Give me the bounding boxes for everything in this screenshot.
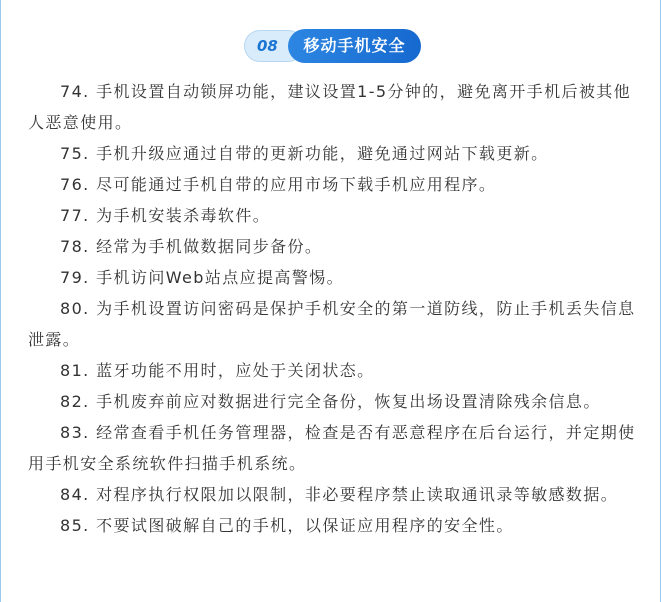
tip-item-85: 85. 不要试图破解自己的手机，以保证应用程序的安全性。 xyxy=(60,516,514,535)
tip-item-78: 78. 经常为手机做数据同步备份。 xyxy=(60,237,323,256)
tip-item-75: 75. 手机升级应通过自带的更新功能，避免通过网站下载更新。 xyxy=(60,144,549,163)
tip-item-77: 77. 为手机安装杀毒软件。 xyxy=(60,206,271,225)
left-border-line xyxy=(0,0,1,602)
section-header xyxy=(244,29,421,63)
tips-list xyxy=(28,76,638,541)
section-title-badge: 移动手机安全 xyxy=(288,29,421,63)
tip-item-80: 80. 为手机设置访问密码是保护手机安全的第一道防线，防止手机丢失信息泄露。 xyxy=(28,299,636,349)
section-number-badge: 08 xyxy=(244,30,304,62)
tip-item-79: 79. 手机访问Web站点应提高警惕。 xyxy=(60,268,345,287)
tip-item-76: 76. 尽可能通过手机自带的应用市场下载手机应用程序。 xyxy=(60,175,497,194)
tip-item-74: 74. 手机设置自动锁屏功能，建议设置1-5分钟的，避免离开手机后被其他人恶意使用。 xyxy=(28,82,632,132)
tip-item-81: 81. 蓝牙功能不用时，应处于关闭状态。 xyxy=(60,361,375,380)
tip-item-82: 82. 手机废弃前应对数据进行完全备份，恢复出场设置清除残余信息。 xyxy=(60,392,601,411)
tip-item-83: 83. 经常查看手机任务管理器，检查是否有恶意程序在后台运行，并定期使用手机安全系统软件扫描手机系统。 xyxy=(28,423,636,473)
tip-item-84: 84. 对程序执行权限加以限制，非必要程序禁止读取通讯录等敏感数据。 xyxy=(60,485,619,504)
